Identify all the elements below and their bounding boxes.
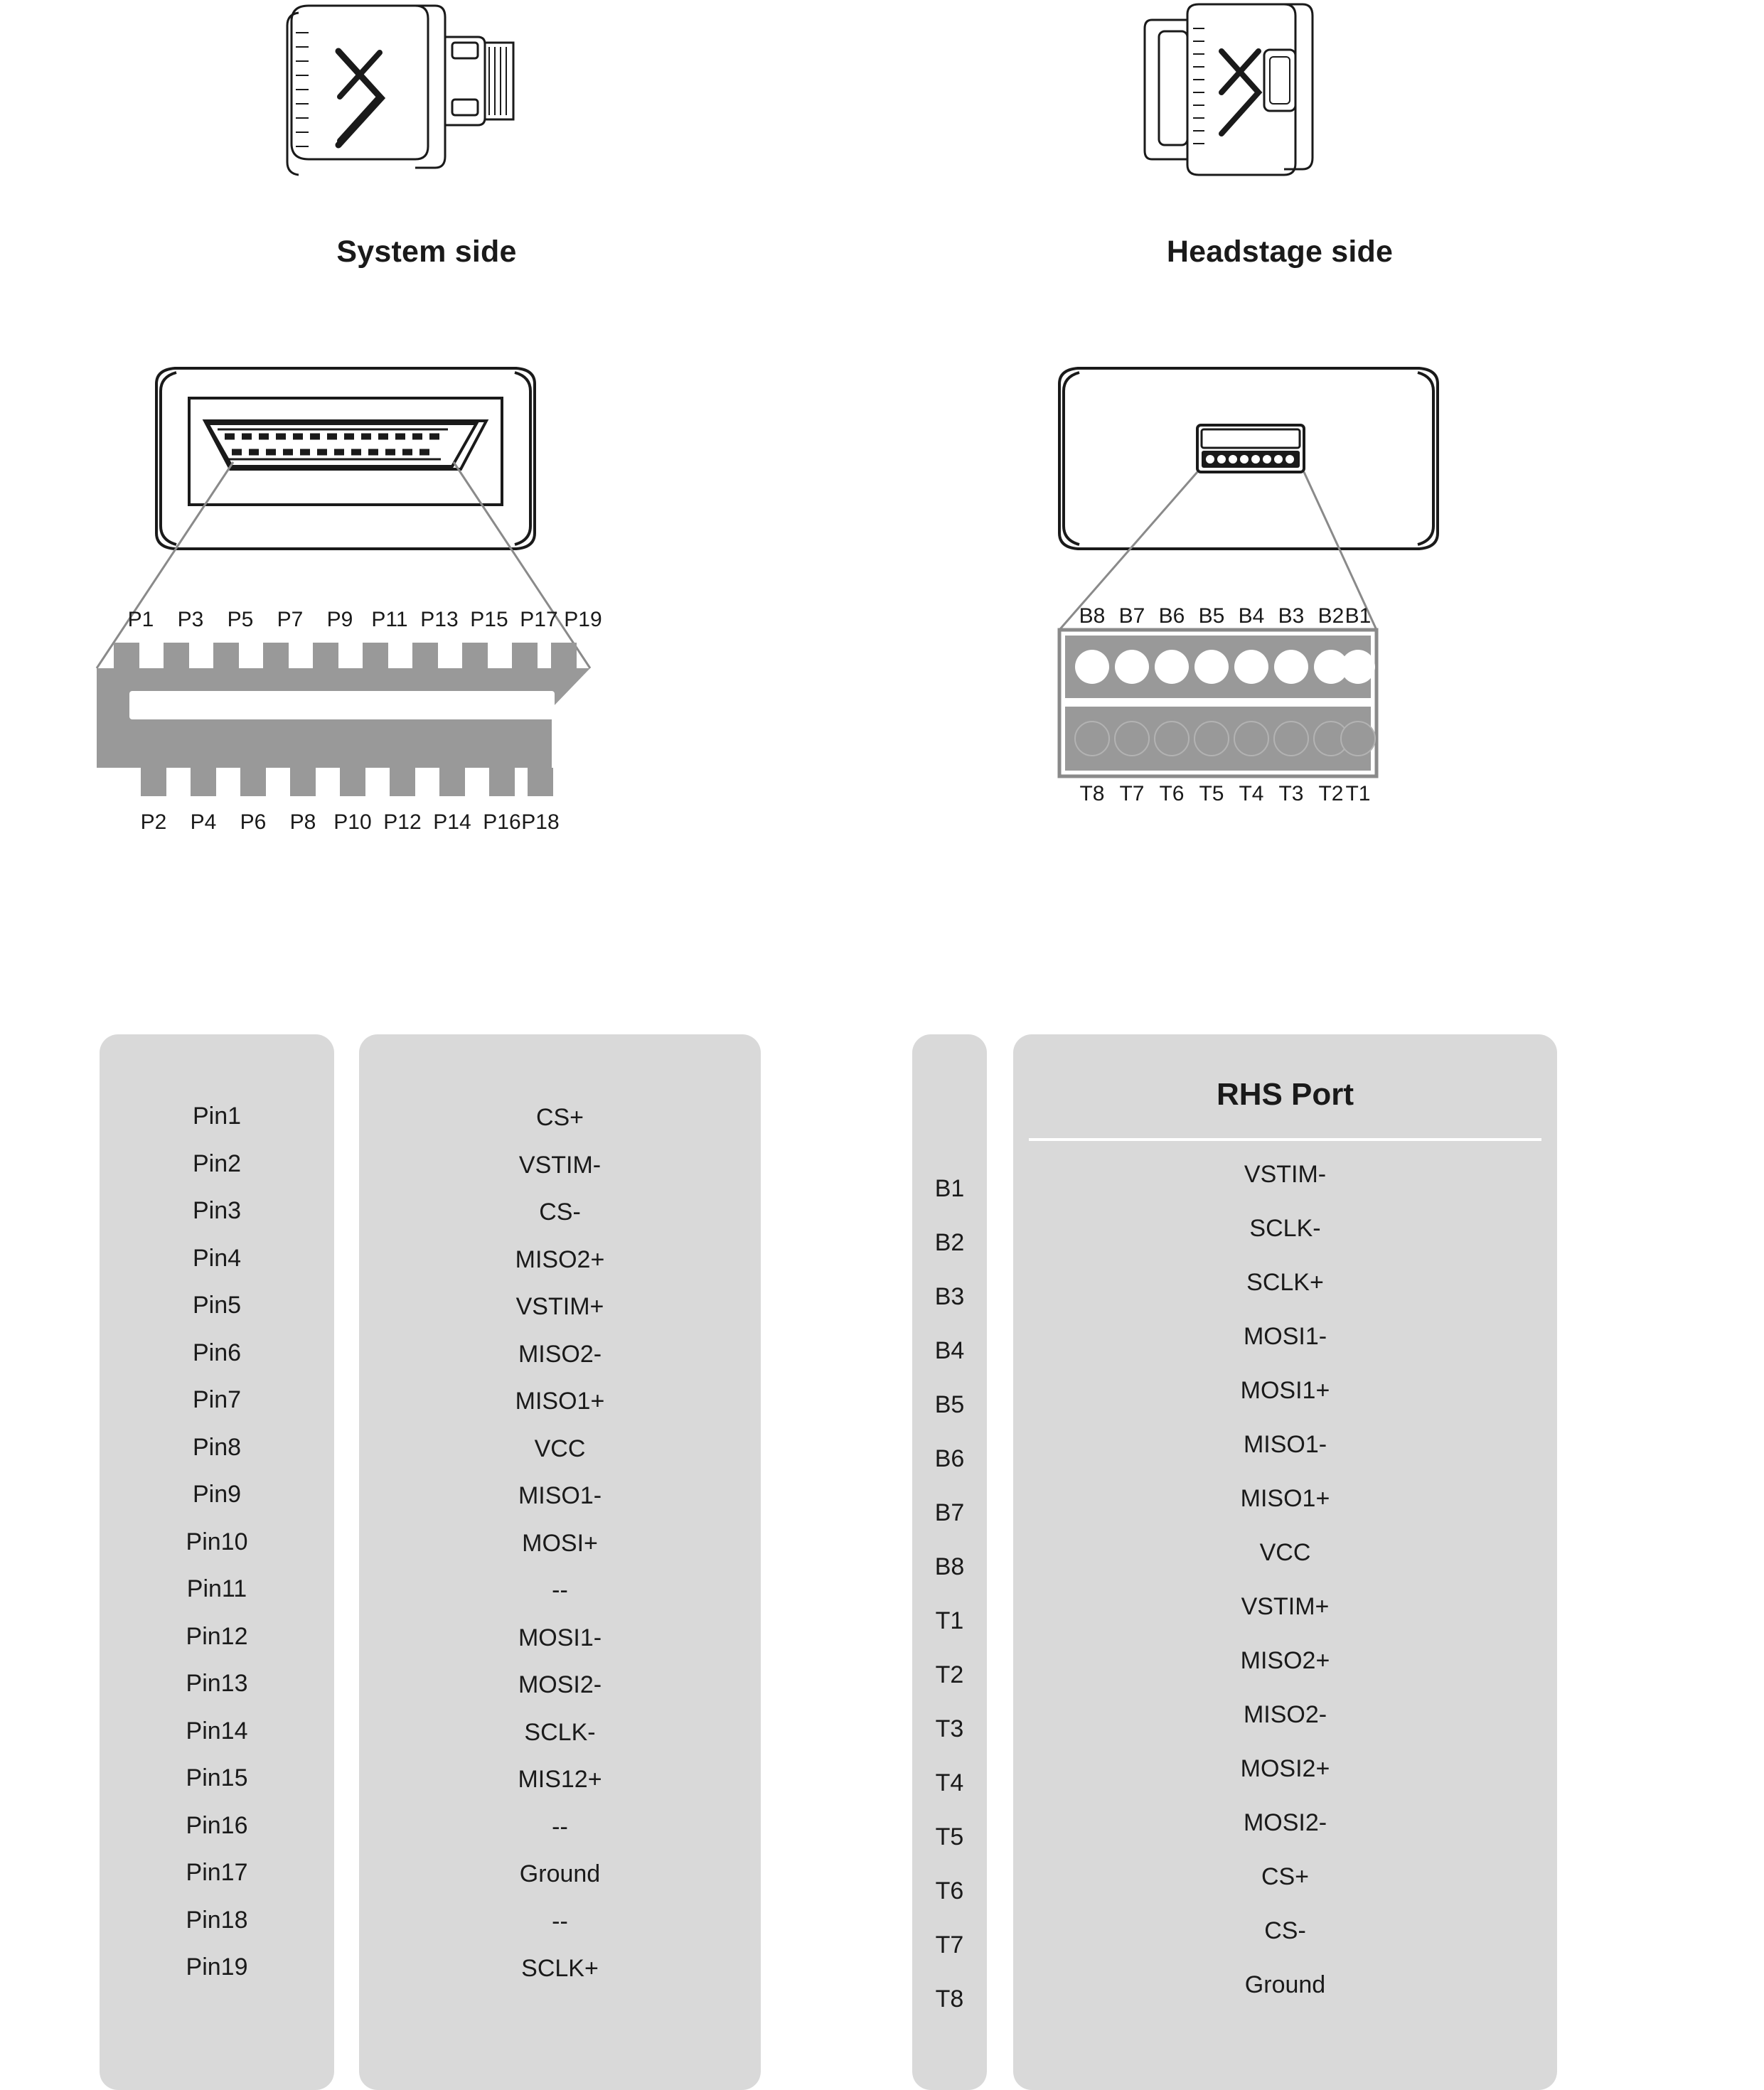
system-signal-list <box>359 1034 761 2004</box>
table-row: T2 <box>935 1661 964 1688</box>
pin-label-p9: P9 <box>326 608 353 631</box>
pin-label-t8: T8 <box>1079 782 1105 805</box>
pin-label-p16: P16 <box>483 810 521 834</box>
table-row: Pin16 <box>186 1811 248 1839</box>
table-row: B1 <box>934 1175 965 1202</box>
table-row: MISO1+ <box>1240 1485 1330 1512</box>
pin-label-b6: B6 <box>1158 604 1185 628</box>
headstage-connector-svg <box>1138 0 1372 206</box>
pin-label-b1: B1 <box>1345 604 1372 628</box>
table-row: Ground <box>1244 1971 1326 1998</box>
table-row: Pin14 <box>186 1717 248 1745</box>
table-row: Ground <box>519 1860 601 1887</box>
table-row: VSTIM+ <box>1241 1593 1330 1620</box>
pin-label-b7: B7 <box>1118 604 1145 628</box>
table-row: Pin18 <box>186 1906 248 1934</box>
table-row: Pin11 <box>186 1575 247 1602</box>
table-row: B6 <box>934 1445 965 1472</box>
table-row: MOSI1- <box>518 1624 602 1651</box>
system-side-title: System side <box>336 235 517 269</box>
table-row: Pin17 <box>186 1859 248 1886</box>
pin-label-p15: P15 <box>470 608 508 631</box>
table-row: T6 <box>935 1877 964 1904</box>
table-row: VSTIM- <box>1244 1161 1327 1188</box>
table-row: MISO2- <box>1243 1701 1327 1728</box>
table-row: MOSI2- <box>1243 1809 1327 1836</box>
table-row: T3 <box>935 1715 964 1742</box>
table-row: -- <box>552 1907 568 1935</box>
table-row: MISO2+ <box>1240 1647 1330 1674</box>
table-row: SCLK+ <box>521 1955 599 1982</box>
table-row: B2 <box>934 1229 965 1256</box>
pin-label-t7: T7 <box>1119 782 1145 805</box>
table-row: CS- <box>539 1199 581 1226</box>
pin-label-p8: P8 <box>289 810 316 834</box>
table-row: B5 <box>934 1391 965 1418</box>
table-row: Pin15 <box>186 1764 248 1791</box>
table-row: MOSI1+ <box>1240 1377 1330 1404</box>
pin-label-p3: P3 <box>177 608 204 631</box>
system-pinmap-svg <box>85 355 796 945</box>
table-row: Pin9 <box>192 1481 242 1508</box>
headstage-pinmap <box>1045 355 1614 945</box>
table-row: MISO2- <box>518 1340 602 1368</box>
pin-label-p6: P6 <box>240 810 267 834</box>
table-row: MISO2+ <box>515 1245 605 1273</box>
table-row: Pin1 <box>192 1103 242 1130</box>
table-row: Pin7 <box>192 1386 242 1413</box>
table-row: Pin8 <box>192 1433 242 1461</box>
table-row: SCLK- <box>524 1718 596 1746</box>
table-row: CS- <box>1264 1917 1306 1944</box>
pin-label-p19: P19 <box>564 608 602 631</box>
table-row: B8 <box>934 1553 965 1580</box>
pin-label-t6: T6 <box>1159 782 1185 805</box>
table-row: B3 <box>934 1283 965 1310</box>
headstage-side-title: Headstage side <box>1166 235 1394 269</box>
system-pin-list <box>100 1034 334 2003</box>
rhs-pin-column <box>912 1034 987 2090</box>
pin-label-p13: P13 <box>420 608 459 631</box>
pin-label-b3: B3 <box>1278 604 1305 628</box>
system-signal-column <box>359 1034 761 2090</box>
table-row: MOSI+ <box>522 1529 598 1557</box>
table-row: Pin6 <box>192 1339 242 1366</box>
pin-label-b4: B4 <box>1238 604 1265 628</box>
pin-label-b8: B8 <box>1079 604 1106 628</box>
system-connector-svg <box>270 0 569 206</box>
system-pin-column <box>100 1034 334 2090</box>
table-row: T1 <box>935 1607 964 1634</box>
table-row: Pin5 <box>192 1292 242 1319</box>
pin-label-t5: T5 <box>1199 782 1224 805</box>
table-row: Pin13 <box>186 1670 248 1697</box>
pin-label-p14: P14 <box>433 810 471 834</box>
table-row: MOSI2+ <box>1240 1755 1330 1782</box>
table-row: SCLK+ <box>1246 1269 1324 1296</box>
table-row: CS+ <box>1261 1863 1310 1890</box>
rhs-port-title: RHS Port <box>1216 1077 1354 1112</box>
connector-illustrations <box>0 0 1764 213</box>
table-row: B4 <box>934 1337 965 1364</box>
table-row: MIS12+ <box>518 1766 602 1793</box>
pin-label-p17: P17 <box>520 608 558 631</box>
table-row: CS+ <box>535 1104 584 1131</box>
pin-label-p11: P11 <box>371 608 408 631</box>
pin-label-b5: B5 <box>1198 604 1225 628</box>
table-row: VSTIM- <box>518 1151 602 1179</box>
pin-label-t4: T4 <box>1239 782 1264 805</box>
table-row: T7 <box>935 1931 964 1958</box>
table-row: MISO1- <box>1243 1431 1327 1458</box>
table-row: MOSI1- <box>1243 1323 1327 1350</box>
pin-label-p7: P7 <box>277 608 304 631</box>
table-row: SCLK- <box>1249 1215 1321 1242</box>
pin-label-t2: T2 <box>1318 782 1344 805</box>
table-row: VCC <box>1259 1539 1311 1566</box>
system-connector-illustration <box>270 0 569 206</box>
pin-label-p5: P5 <box>227 608 254 631</box>
table-row: Pin19 <box>186 1954 248 1981</box>
headstage-pinmap-svg <box>1045 355 1614 945</box>
pin-label-t3: T3 <box>1278 782 1304 805</box>
pin-label-p18: P18 <box>521 810 560 834</box>
table-row: -- <box>552 1577 568 1604</box>
table-row: Pin2 <box>192 1150 242 1177</box>
pin-label-p4: P4 <box>190 810 217 834</box>
table-row: T8 <box>935 1986 964 2013</box>
headstage-connector-illustration <box>1138 0 1372 206</box>
pin-label-b2: B2 <box>1317 604 1345 628</box>
table-row: Pin10 <box>186 1528 248 1555</box>
rhs-pin-list <box>912 1034 987 2041</box>
table-row: Pin4 <box>192 1244 242 1272</box>
pin-label-p1: P1 <box>127 608 154 631</box>
system-pinmap <box>85 355 796 945</box>
table-row: MISO1- <box>518 1482 602 1509</box>
pin-label-p12: P12 <box>383 810 422 834</box>
table-row: T4 <box>935 1769 964 1796</box>
pin-label-t1: T1 <box>1345 782 1371 805</box>
table-row: VSTIM+ <box>515 1293 604 1320</box>
table-row: MOSI2- <box>518 1671 602 1698</box>
pin-label-p10: P10 <box>333 810 372 834</box>
table-row: MISO1+ <box>515 1388 605 1415</box>
table-row: Pin12 <box>186 1622 248 1650</box>
table-row: -- <box>552 1813 568 1840</box>
pin-label-p2: P2 <box>140 810 167 834</box>
rhs-signal-list <box>1013 1141 1557 2027</box>
table-row: T5 <box>935 1823 964 1850</box>
rhs-signal-column <box>1013 1034 1557 2090</box>
table-row: Pin3 <box>192 1197 242 1224</box>
table-row: B7 <box>934 1499 965 1526</box>
table-row: VCC <box>534 1435 586 1462</box>
